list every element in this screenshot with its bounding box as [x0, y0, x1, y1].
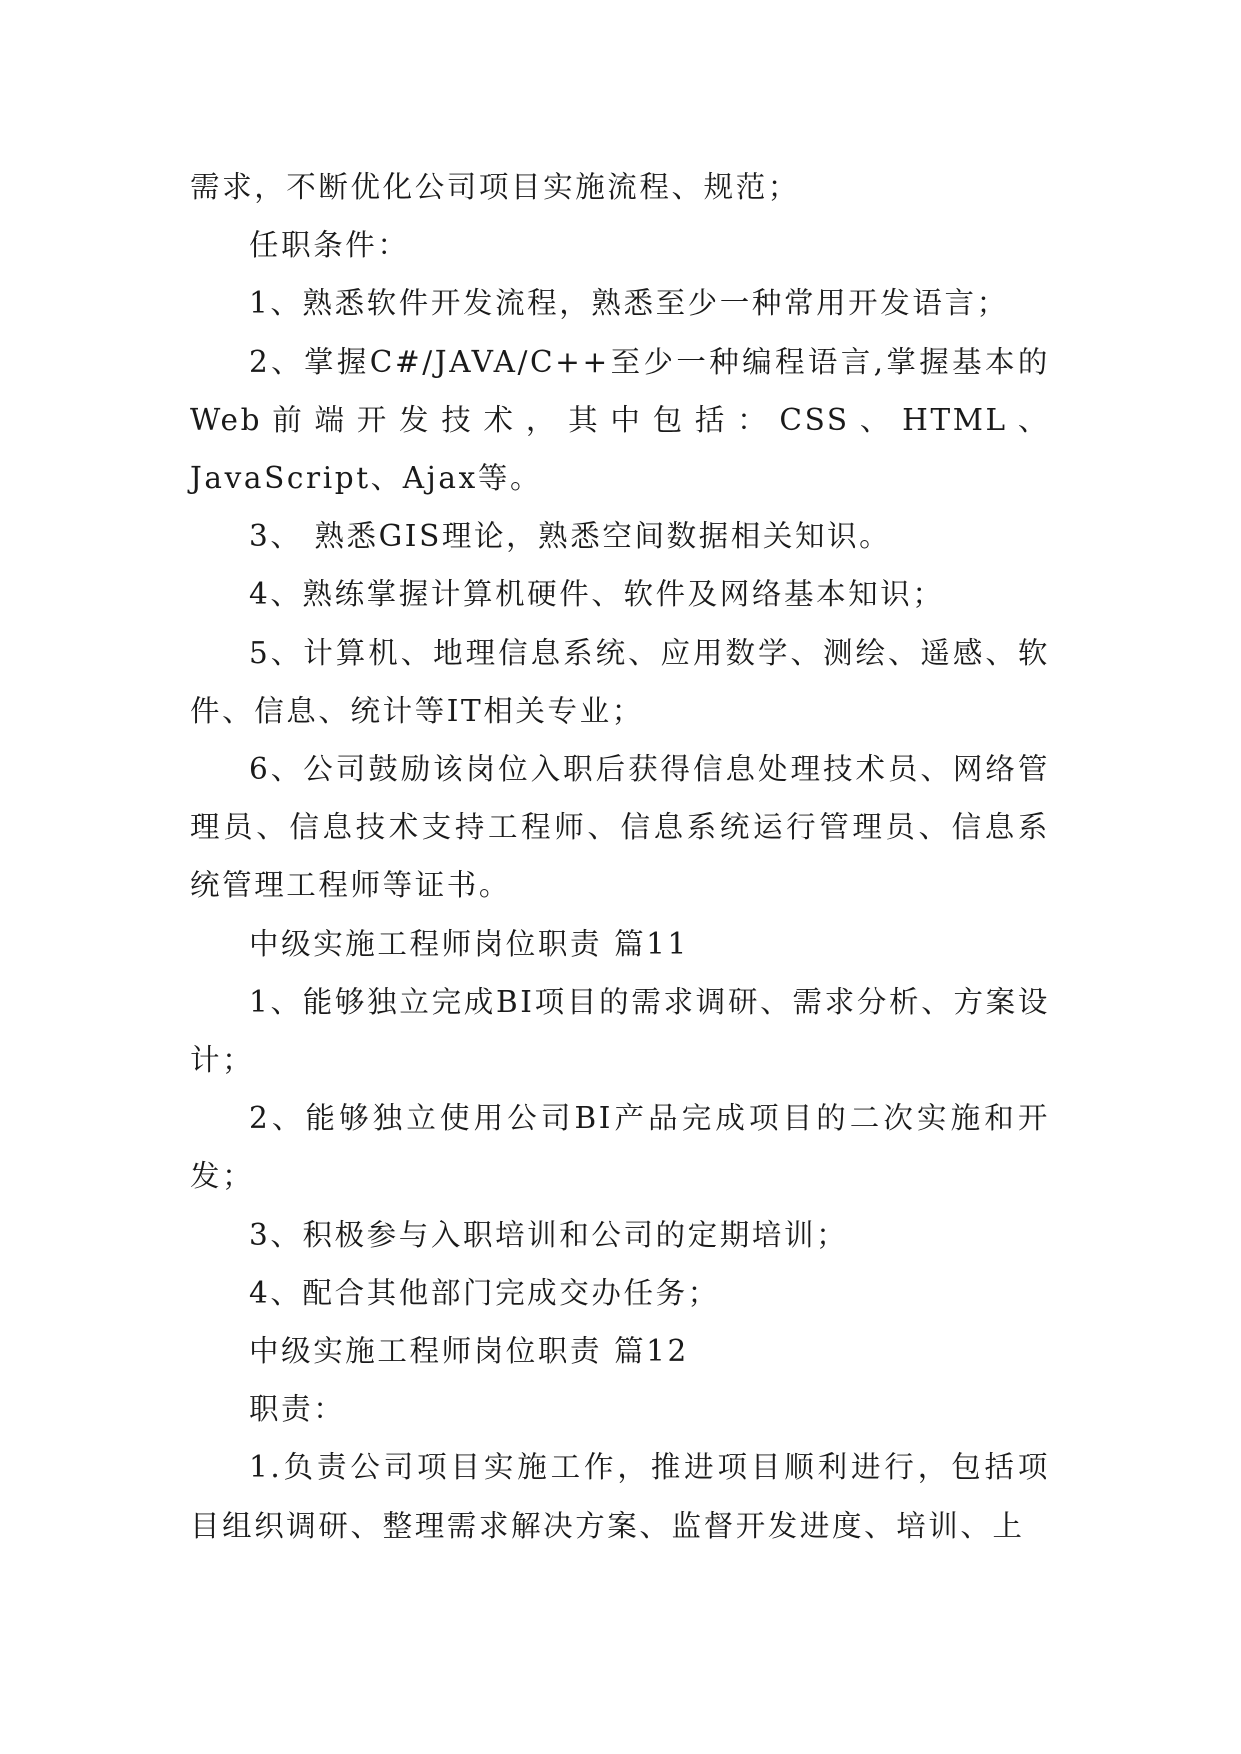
section-heading: 职责：: [249, 1392, 346, 1427]
paragraph: 需求，不断优化公司项目实施流程、规范；: [190, 170, 800, 204]
list-item: 1.负责公司项目实施工作，推进项目顺利进行，包括项目组织调研、整理需求解决方案、监督开发进度、培训、上: [190, 1450, 1050, 1543]
list-item: 3、积极参与入职培训和公司的定期培训；: [249, 1217, 849, 1252]
list-item: 3、 熟悉GIS理论，熟悉空间数据相关知识。: [249, 519, 892, 554]
list-item: 6、公司鼓励该岗位入职后获得信息处理技术员、网络管理员、信息技术支持工程师、信息系统运行管理员、信息系统管理工程师等证书。: [190, 752, 1050, 903]
list-item: 1、熟悉软件开发流程，熟悉至少一种常用开发语言；: [249, 286, 1009, 321]
list-item: 1、能够独立完成BI项目的需求调研、需求分析、方案设计；: [190, 984, 1050, 1078]
document-body: [190, 158, 1050, 1555]
section-heading: 任职条件：: [249, 228, 410, 263]
list-item: 4、配合其他部门完成交办任务；: [249, 1275, 720, 1310]
list-item: 2、能够独立使用公司BI产品完成项目的二次实施和开发；: [190, 1101, 1050, 1194]
list-item: 5、计算机、地理信息系统、应用数学、测绘、遥感、软件、信息、统计等IT相关专业；: [190, 635, 1050, 728]
list-item: 4、熟练掌握计算机硬件、软件及网络基本知识；: [249, 577, 945, 612]
section-heading: 中级实施工程师岗位职责 篇11: [249, 926, 689, 961]
list-item: 2、掌握C#/JAVA/C++至少一种编程语言,掌握基本的Web前端开发技术，其中包括：CSS、HTML、JavaScript、Ajax等。: [190, 344, 1050, 496]
section-heading: 中级实施工程师岗位职责 篇12: [249, 1334, 689, 1369]
